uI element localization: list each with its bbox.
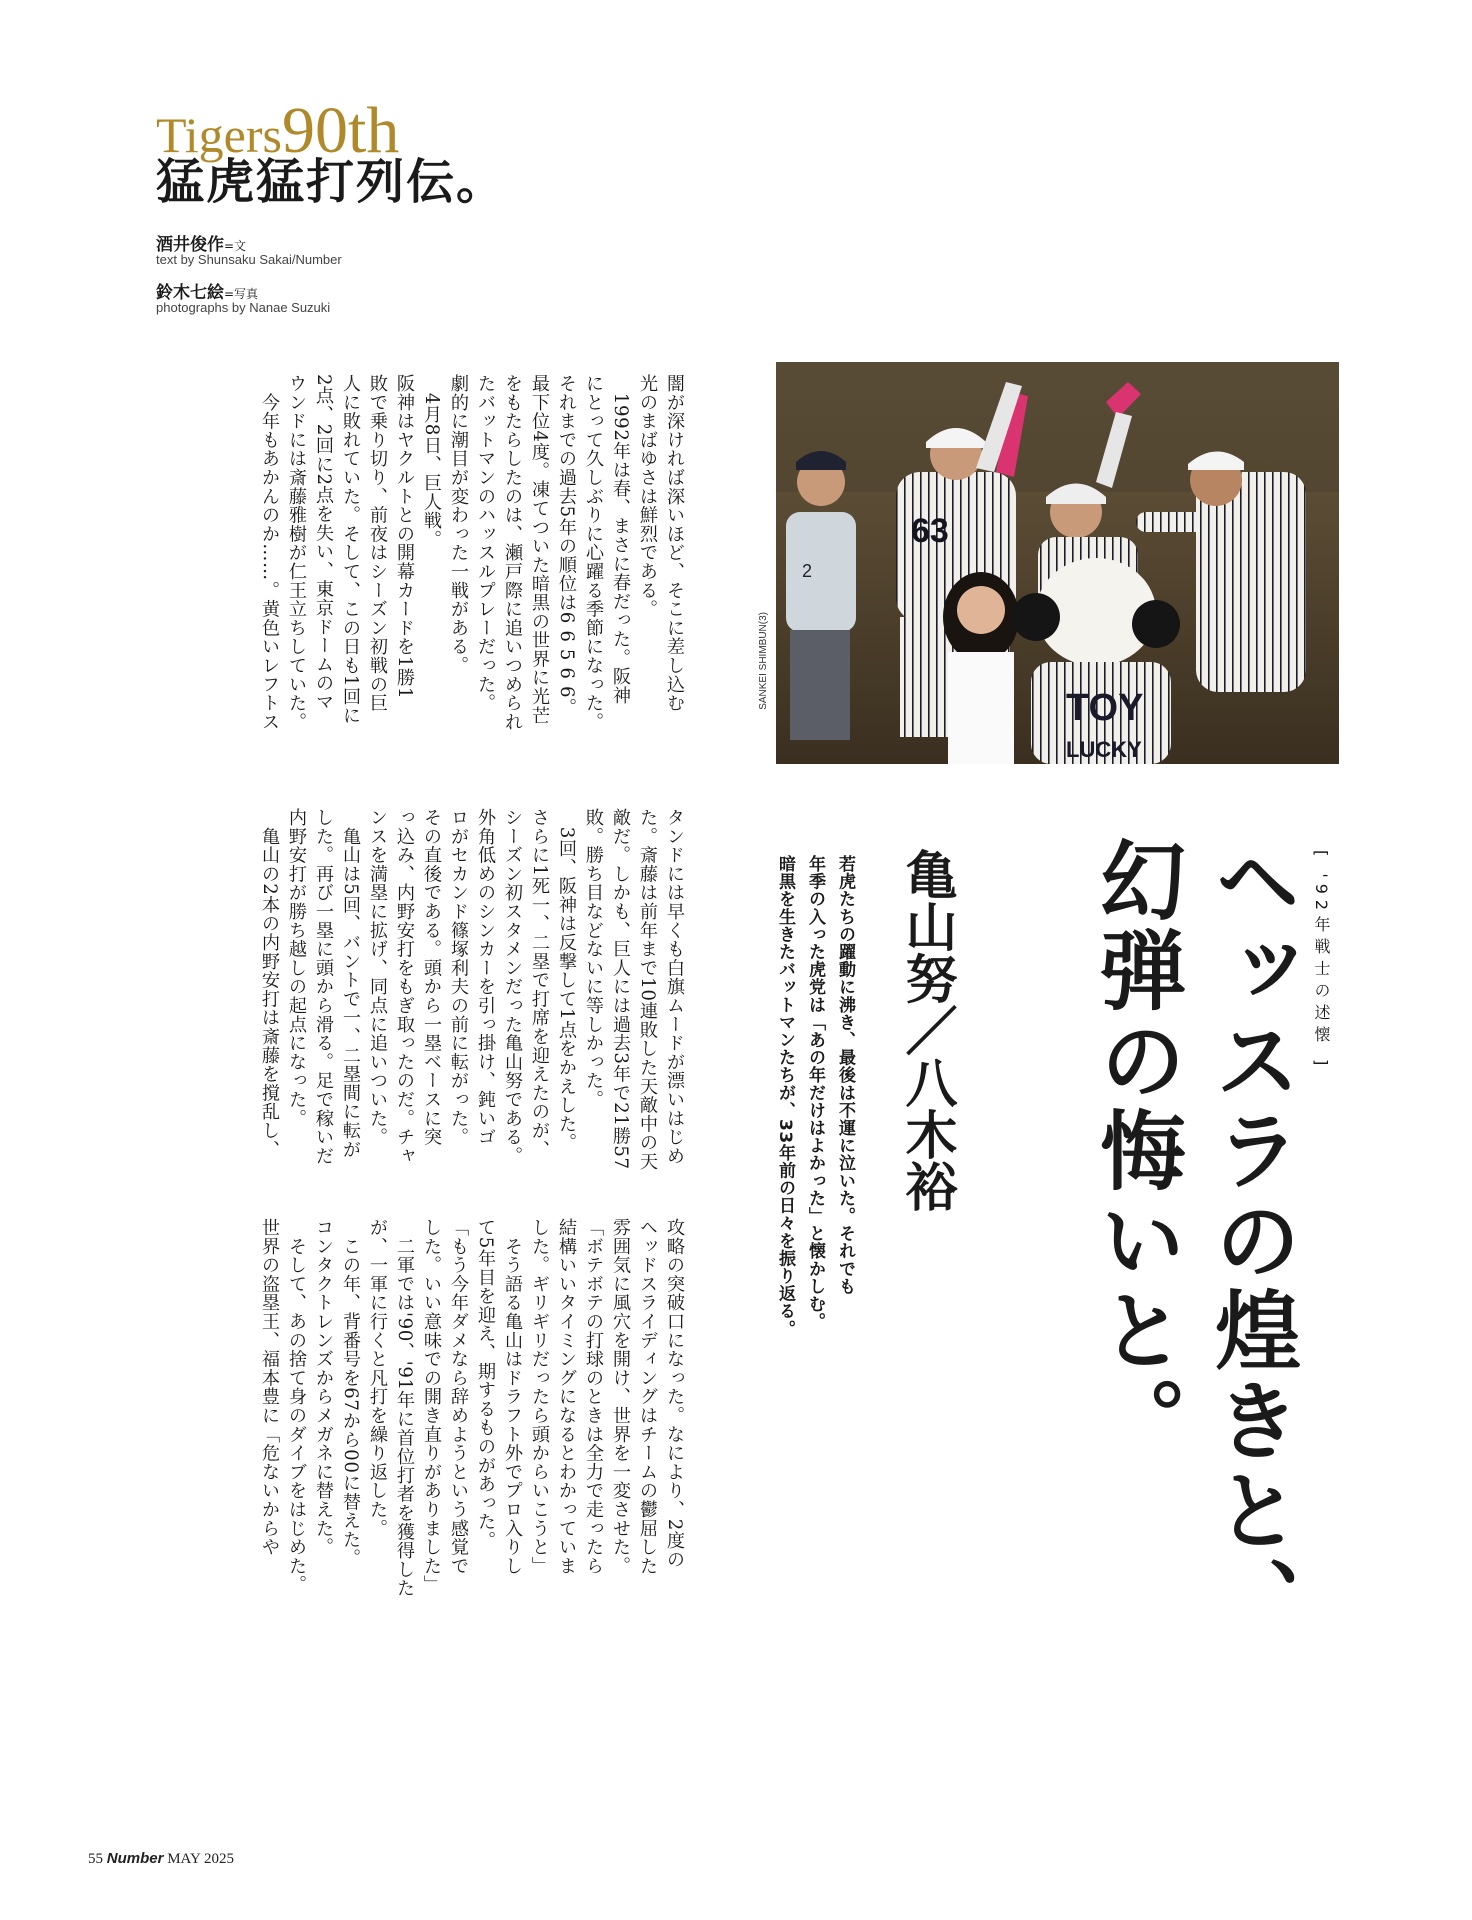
lead-line-1: 若虎たちの躍動に沸き、最後は不運に泣いた。それでも	[835, 855, 855, 1295]
lead-line-2: 年季の入った虎党は「あの年だけはよかった」と懐かしむ。	[805, 855, 825, 1331]
svg-text:2: 2	[802, 561, 813, 581]
writer-role: =文	[224, 239, 247, 253]
svg-text:63: 63	[911, 512, 949, 550]
body-line: 劇的に潮目が変わった一戦がある。	[448, 374, 469, 675]
headline	[1048, 836, 1308, 1846]
headline-line-1: ヘッスラの煌きと、	[1200, 836, 1301, 1646]
headline-line-2: 幻弾の悔いと。	[1085, 836, 1186, 1466]
photographer-role: =写真	[224, 287, 259, 301]
body-line: そう語る亀山はドラフト外でプロ入りし	[502, 1218, 523, 1576]
body-line: 今年もあかんのか……。黄色いレフトス	[259, 374, 280, 732]
body-line: 人に敗れていた。そして、この日も1回に	[340, 374, 361, 725]
photographer-credit-en: photographs by Nanae Suzuki	[156, 300, 331, 315]
body-line: その直後である。頭から一塁ベースに突	[421, 808, 442, 1147]
body-line: て5年目を迎え、期するものがあった。	[475, 1218, 496, 1550]
body-line: 光のまばゆさは鮮烈である。	[637, 374, 658, 619]
body-line: 外角低めのシンカーを引っ掛け、鈍いゴ	[475, 808, 496, 1147]
series-number: 90th	[281, 94, 400, 167]
body-line: 敵だ。しかも、巨人には過去3年で21勝57	[610, 808, 631, 1170]
body-line: 3回、阪神は反撃して1点をかえした。	[556, 808, 577, 1152]
kicker-label: [ '92年戦士の述懐 ]	[1312, 850, 1331, 1072]
girl-figure	[943, 572, 1019, 764]
writer-credit-en: text by Shunsaku Sakai/Number	[156, 252, 342, 267]
body-line: 亀山は5回、バントで一、二塁間に転が	[340, 808, 361, 1159]
body-line: 二軍では'90、'91年に首位打者を獲得した	[394, 1218, 415, 1598]
body-line: した。再び一塁に頭から滑る。足で稼いだ	[313, 808, 334, 1166]
body-line: をもたらしたのは、瀬戸際に追いつめられ	[502, 374, 523, 732]
body-line: 1992年は春、まさに春だった。阪神	[610, 374, 631, 705]
body-line: タンドには早くも白旗ムードが漂いはじめ	[664, 808, 685, 1166]
body-line: 2点、2回に2点を失い、東京ドームのマ	[313, 374, 334, 712]
body-line: 「ボテボテの打球のときは全力で走ったら	[583, 1218, 604, 1576]
body-line: ヘッドスライディングはチームの鬱屈した	[637, 1218, 658, 1576]
body-line: した。ギリギリだったら頭からいこうと」	[529, 1218, 550, 1576]
body-line: 阪神はヤクルトとの開幕カードを1勝1	[394, 374, 415, 700]
body-line: 世界の盗塁王、福本豊に「危ないからや	[259, 1218, 280, 1557]
body-line: 4月8日、巨人戦。	[421, 374, 442, 549]
body-line: した。いい意味での開き直りがありました」	[421, 1218, 442, 1594]
celebration-photo	[776, 362, 1339, 764]
body-line: ロがセカンド篠塚利夫の前に転がった。	[448, 808, 469, 1147]
photo-credit: SANKEI SHIMBUN(3)	[758, 612, 769, 710]
body-line: 最下位4度。凍てついた暗黒の世界に光芒	[529, 374, 550, 725]
svg-text:TOY: TOY	[1066, 687, 1144, 729]
body-text-bottom-right	[148, 808, 688, 1213]
body-line: 雰囲気に風穴を開け、世界を一変させた。	[610, 1218, 631, 1576]
body-line: 内野安打が勝ち越しの起点になった。	[286, 808, 307, 1128]
page-number: 55	[88, 1851, 103, 1867]
body-line: ウンドには斎藤雅樹が仁王立ちしていた。	[286, 374, 307, 732]
series-word: Tigers	[156, 107, 282, 163]
body-text-top-left	[148, 374, 688, 779]
body-line: が、一軍に行くと凡打を繰り返した。	[367, 1218, 388, 1538]
body-line: 結構いいタイミングになるとわかっていま	[556, 1218, 577, 1576]
body-line: そして、あの捨て身のダイブをはじめた。	[286, 1218, 307, 1594]
body-line: それまでの過去5年の順位は6 6 5 6 6。	[556, 374, 577, 717]
player-names: 亀山努／八木裕	[896, 848, 957, 1212]
body-line: ンスを満塁に拡げ、同点に追いついた。	[367, 808, 388, 1147]
body-line: っ込み、内野安打をもぎ取ったのだ。チャ	[394, 808, 415, 1166]
body-text-bottom-left	[148, 1218, 688, 1623]
body-line: 「もう今年ダメなら辞めようという感覚で	[448, 1218, 469, 1576]
writer-name: 酒井俊作	[156, 235, 224, 255]
svg-text:LUCKY: LUCKY	[1066, 737, 1142, 762]
body-line: 敗。勝ち目などないに等しかった。	[583, 808, 604, 1109]
issue-date: MAY 2025	[167, 1851, 235, 1867]
body-line: この年、背番号を67から00に替えた。	[340, 1218, 361, 1568]
body-line: シーズン初スタメンだった亀山努である。	[502, 808, 523, 1166]
body-line: 攻略の突破口になった。なにより、2度の	[664, 1218, 685, 1569]
body-line: 闇が深ければ深いほど、そこに差し込む	[664, 374, 685, 713]
body-line: 敗で乗り切り、前夜はシーズン初戦の巨	[367, 374, 388, 713]
series-title-jp: 猛虎猛打列伝。	[156, 154, 507, 210]
body-line: 亀山の2本の内野安打は斎藤を撹乱し、	[259, 808, 280, 1159]
photo-illustration	[776, 362, 1339, 764]
body-line: コンタクトレンズからメガネに替えた。	[313, 1218, 334, 1557]
magazine-name: Number	[106, 1850, 164, 1867]
body-line: た。斎藤は前年まで10連敗した天敵中の天	[637, 808, 658, 1171]
lead-line-3: 暗黒を生きたバットマンたちが、33年前の日々を振り返る。	[775, 855, 795, 1338]
photographer-name: 鈴木七絵	[156, 283, 224, 303]
lead-text	[760, 855, 860, 1415]
page-folio	[88, 1850, 234, 1868]
body-line: たバットマンのハッスルプレーだった。	[475, 374, 496, 713]
body-line: さらに1死一、二塁で打席を迎えたのが、	[529, 808, 550, 1159]
body-line: にとって久しぶりに心躍る季節になった。	[583, 374, 604, 732]
